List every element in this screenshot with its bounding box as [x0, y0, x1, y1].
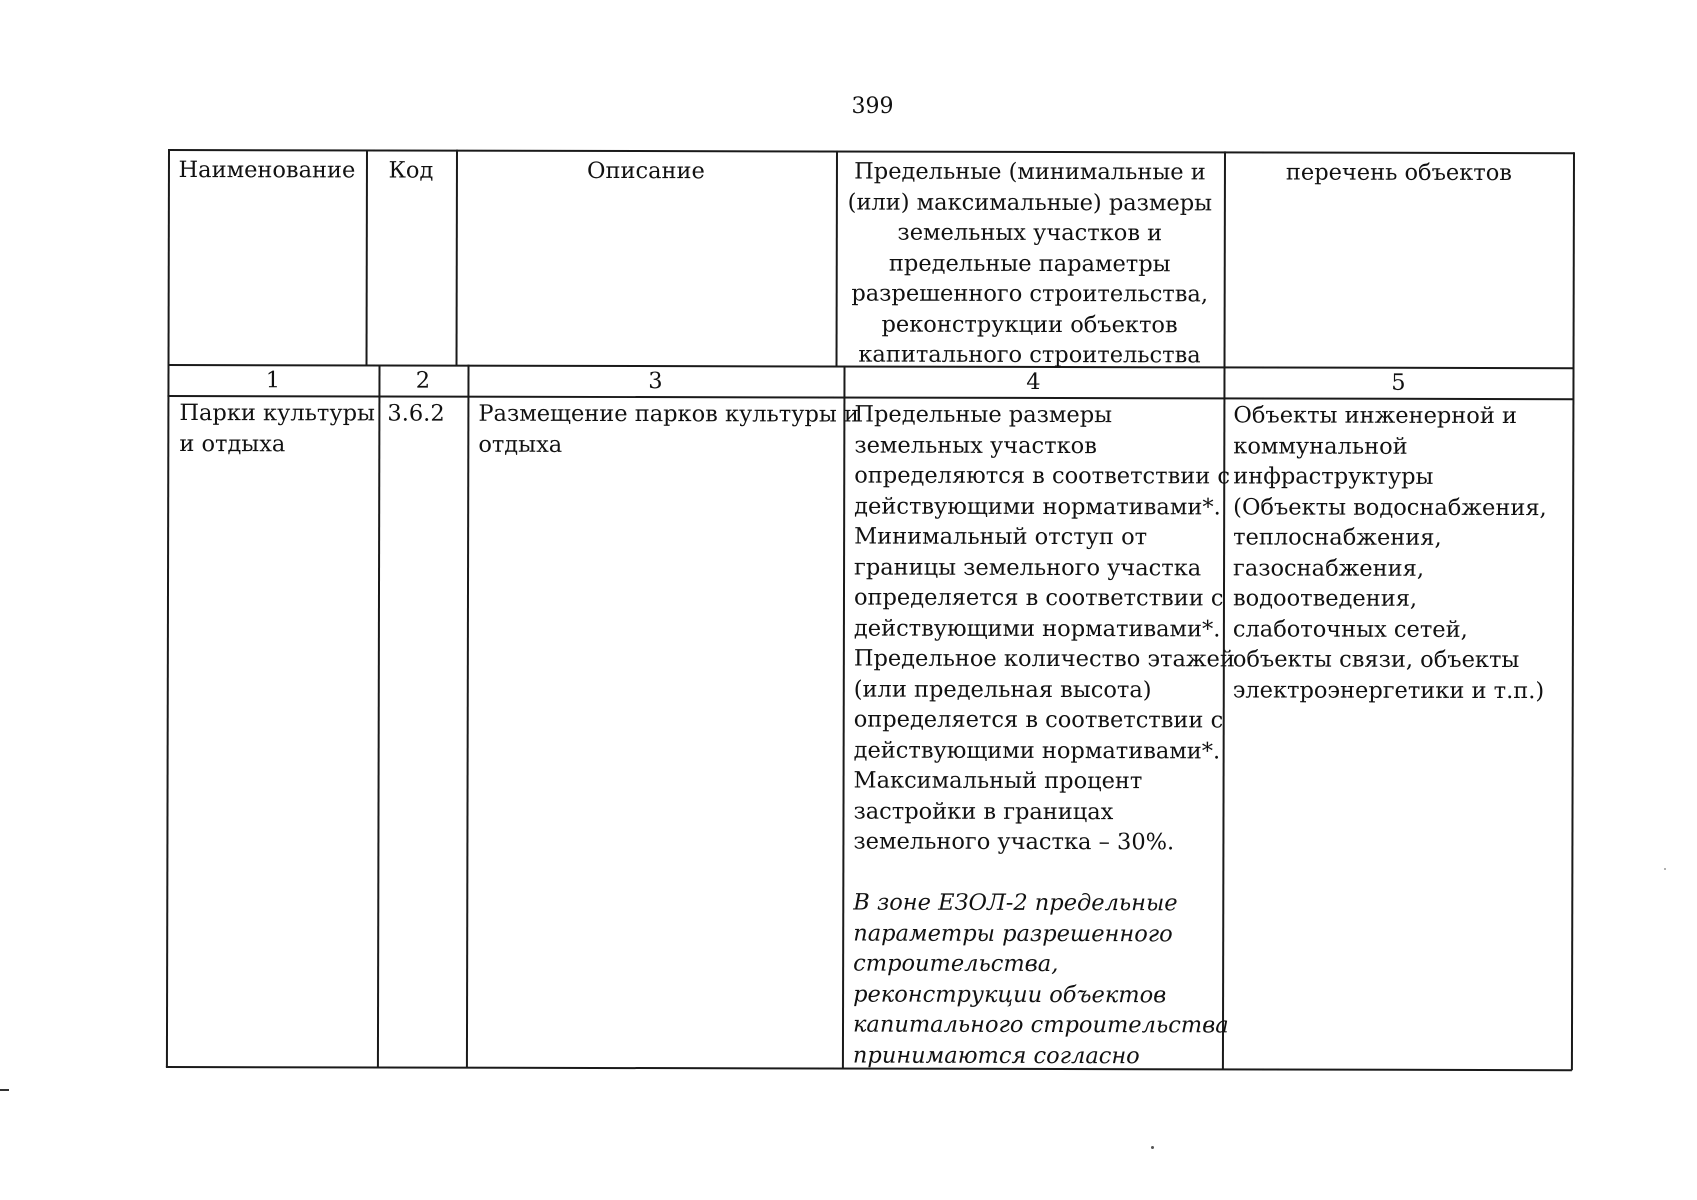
- row-name: [179, 398, 375, 459]
- scan-dot: [1151, 1146, 1154, 1149]
- row-parameters-note-line: реконструкции объектов: [853, 981, 1167, 1008]
- page-number: 399: [851, 94, 894, 119]
- header-parameters: [836, 157, 1224, 371]
- row-parameters-line: Предельное количество этажей: [853, 645, 1235, 673]
- col-divider-1-body: [377, 364, 380, 1067]
- header-parameters-line: земельных участков и: [897, 219, 1163, 247]
- column-number-1: 1: [265, 367, 281, 394]
- row-parameters-note-line: капитального строительства: [852, 1011, 1229, 1039]
- row-parameters-note: [853, 888, 1229, 1072]
- header-objects: перечень объектов: [1285, 159, 1513, 187]
- column-number-4: 4: [1026, 368, 1041, 395]
- row-parameters-line: действующими нормативами*.: [854, 493, 1221, 520]
- scan-mark: [0, 1089, 9, 1091]
- header-parameters-line: (или) максимальные) размеры: [847, 189, 1213, 216]
- row-objects-line: электроэнергетики и т.п.): [1232, 676, 1545, 704]
- row-parameters-note-line: В зоне ЕЗОЛ-2 предельные: [853, 889, 1178, 917]
- col-divider-2-body: [466, 365, 469, 1068]
- row-parameters-note-line: параметры разрешенного: [853, 920, 1173, 947]
- row-objects-line: водоотведения,: [1232, 585, 1418, 612]
- row-objects-line: (Объекты водоснабжения,: [1233, 493, 1547, 521]
- header-parameters-line: реконструкции объектов: [881, 311, 1178, 338]
- row-objects-line: теплоснабжения,: [1233, 524, 1442, 551]
- row-objects-line: слаботочных сетей,: [1232, 615, 1468, 643]
- header-parameters-line: предельные параметры: [888, 250, 1171, 277]
- row-parameters-note-line: принимаются согласно: [852, 1042, 1140, 1069]
- col-divider-3-body: [842, 366, 845, 1069]
- row-parameters-line: земельных участков: [854, 432, 1097, 459]
- row-parameters-line: земельного участка – 30%.: [853, 828, 1175, 856]
- row-parameters-line: Минимальный отступ от: [854, 523, 1148, 551]
- row-parameters-line: определяется в соответствии с: [853, 584, 1224, 612]
- row-parameters-line: Предельные размеры: [854, 401, 1113, 429]
- land-use-table: [166, 149, 1578, 1072]
- row-description: [478, 399, 859, 461]
- row-code: 3.6.2: [387, 400, 445, 427]
- row-name-line: и отдыха: [179, 430, 286, 457]
- column-number-5: 5: [1391, 369, 1406, 396]
- row-objects-line: объекты связи, объекты: [1232, 646, 1520, 674]
- row-description-line: Размещение парков культуры и: [478, 400, 860, 428]
- row-parameters-line: действующими нормативами*.: [853, 737, 1221, 764]
- header-parameters-line: разрешенного строительства,: [851, 280, 1209, 308]
- row-parameters-line: определяется в соответствии с: [853, 706, 1224, 734]
- row-parameters-line: застройки в границах: [853, 798, 1114, 825]
- row-name-line: Парки культуры: [179, 400, 375, 427]
- table-right-border: [1571, 152, 1575, 1070]
- header-description: Описание: [587, 157, 705, 185]
- row-parameters-note-line: строительства,: [853, 950, 1059, 978]
- row-parameters-line: Максимальный процент: [853, 767, 1143, 795]
- table-left-border: [166, 149, 170, 1067]
- scan-dot: [1664, 868, 1666, 870]
- row-objects: [1233, 400, 1547, 706]
- row-parameters-line: границы земельного участка: [854, 554, 1202, 581]
- column-number-3: 3: [648, 368, 663, 395]
- column-number-2: 2: [415, 367, 431, 394]
- row-objects-line: газоснабжения,: [1233, 554, 1425, 582]
- header-code: Код: [388, 157, 434, 184]
- row-parameters-line: (или предельная высота): [853, 676, 1152, 703]
- table-top-border: [168, 149, 1574, 154]
- row-parameters-line: действующими нормативами*.: [853, 615, 1221, 642]
- row-parameters-line: определяются в соответствии с: [854, 462, 1231, 490]
- row-objects-line: коммунальной: [1233, 432, 1408, 460]
- row-objects-line: Объекты инженерной и: [1233, 402, 1518, 430]
- row-description-line: отдыха: [478, 431, 563, 458]
- header-parameters-line: капитального строительства: [858, 341, 1201, 369]
- header-parameters-line: Предельные (минимальные и: [854, 158, 1206, 186]
- header-name: Наименование: [178, 157, 356, 184]
- row-parameters: [853, 400, 1235, 858]
- row-objects-line: инфраструктуры: [1233, 463, 1434, 490]
